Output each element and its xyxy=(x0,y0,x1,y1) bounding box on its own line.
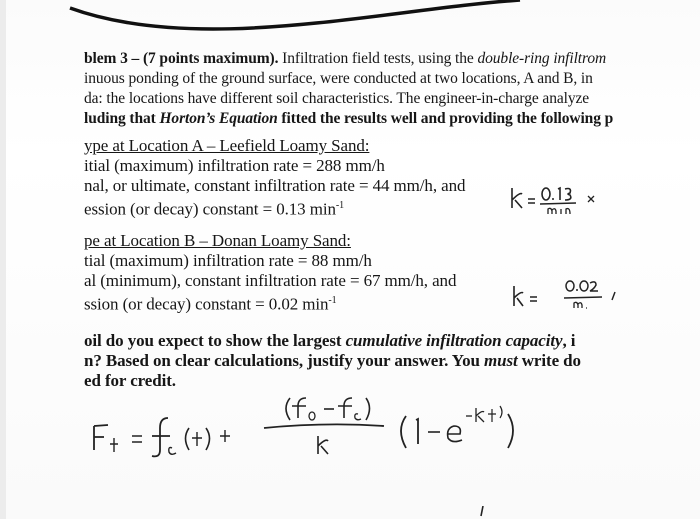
location-b-recession-text: ssion (or decay) constant = 0.02 min xyxy=(84,294,329,314)
question-line-1-italic: cumulative infiltration capacity xyxy=(345,331,563,350)
location-b-heading: pe at Location B – Donan Loamy Sand: xyxy=(84,231,351,250)
pen-mark xyxy=(478,506,488,518)
location-a-recession xyxy=(84,197,344,219)
question-line-1 xyxy=(84,332,575,350)
location-a-recession-text: ession (or decay) constant = 0.13 min xyxy=(84,199,336,219)
location-a-initial-rate: itial (maximum) infiltration rate = 288 mm/h xyxy=(84,156,385,175)
problem-title: blem 3 – (7 points maximum). xyxy=(84,50,283,67)
handwritten-horton-formula xyxy=(86,392,546,472)
problem-line-2: inuous ponding of the ground surface, were conducted at two locations, A and B, in xyxy=(84,70,593,87)
question-line-1-b: , i xyxy=(562,331,576,350)
question-line-2 xyxy=(84,352,581,370)
question-line-3: ed for credit. xyxy=(84,371,176,390)
location-a-recession-exp: -1 xyxy=(335,200,344,211)
location-b-recession-exp: -1 xyxy=(328,295,337,306)
question-line-1-a: oil do you expect to show the largest xyxy=(84,331,346,350)
handwritten-note-b xyxy=(508,276,623,316)
problem-line-3: da: the locations have different soil characteristics. The engineer-in-charge analyze xyxy=(84,90,590,107)
location-a-final-rate: nal, or ultimate, constant infiltration rate = 44 mm/h, and xyxy=(84,176,466,195)
question-line-2-a: n? Based on clear calculations, justify your answer. You xyxy=(84,351,484,370)
problem-line-4-b: fitted the results well and providing the following p xyxy=(277,110,614,127)
problem-line-4-a: luding that xyxy=(84,110,160,127)
problem-line-4 xyxy=(84,110,613,128)
question-line-2-b: write do xyxy=(517,351,581,370)
location-b-final-rate: al (minimum), constant infiltration rate = 67 mm/h, and xyxy=(84,271,457,290)
question-line-2-italic: must xyxy=(483,351,518,370)
problem-line-1-italic: double-ring infiltrom xyxy=(477,50,607,67)
horton-equation-text: Horton’s Equation xyxy=(159,110,278,127)
problem-line-1 xyxy=(84,50,606,68)
location-b-recession xyxy=(84,292,337,314)
handwritten-note-a xyxy=(508,178,618,220)
location-b-initial-rate: tial (maximum) infiltration rate = 88 mm/h xyxy=(84,251,372,270)
location-a-heading: ype at Location A – Leefield Loamy Sand: xyxy=(84,136,370,155)
problem-line-1-text: Infiltration field tests, using the xyxy=(282,50,478,67)
